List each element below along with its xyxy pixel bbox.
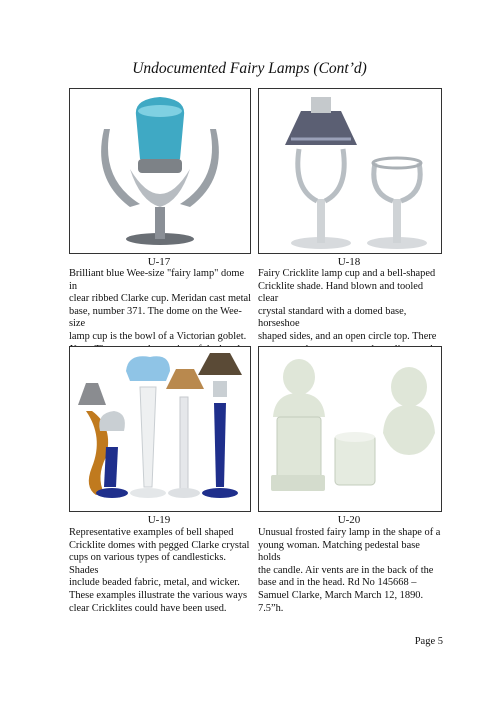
photo-u19: [69, 346, 251, 512]
cricklite-lamp-image: [259, 89, 441, 253]
label-u18: U-18: [337, 256, 361, 268]
caption-u18: Fairy Cricklite lamp cup and a bell-shaped Cricklite shade. Hand blown and tooled clear crystal standard with a domed base, horseshoe shaped sides, and an open circle top. There: [258, 268, 437, 342]
label-u19: U-19: [147, 514, 171, 526]
page-number: Page 5: [414, 636, 443, 647]
photo-u18: [258, 88, 442, 254]
blue-fairy-lamp-image: [70, 89, 250, 253]
photo-u20: [258, 346, 442, 512]
caption-u19: Representative examples of bell shaped Cricklite domes with pegged Clarke crystal cups on various types of candlesticks. Shades include beaded fabric, metal, and wicker. These examples illustrate the various ways clear Cricklites could have been used.: [69, 527, 250, 614]
caption-u17: Brilliant blue Wee-size "fairy lamp" dome in clear ribbed Clarke cup. Meridan cast metal base, number 371. The dome on the Wee-size lamp cup is the bowl of a Victorian goblet.: [69, 268, 254, 381]
frosted-bust-lamp-image: [259, 347, 441, 511]
caption-u20: Unusual frosted fairy lamp in the shape of a young woman. Matching pedestal base holds the candle. Air vents are in the back of the base and in the head. Rd No 145668 – Samuel Clarke, March March 12, 1890. 7.5”h.: [258, 527, 441, 614]
label-u17: U-17: [147, 256, 171, 268]
page-title: Undocumented Fairy Lamps (Cont’d): [132, 60, 367, 77]
cricklite-candlesticks-image: [70, 347, 250, 511]
label-u20: U-20: [337, 514, 361, 526]
photo-u17: [69, 88, 251, 254]
